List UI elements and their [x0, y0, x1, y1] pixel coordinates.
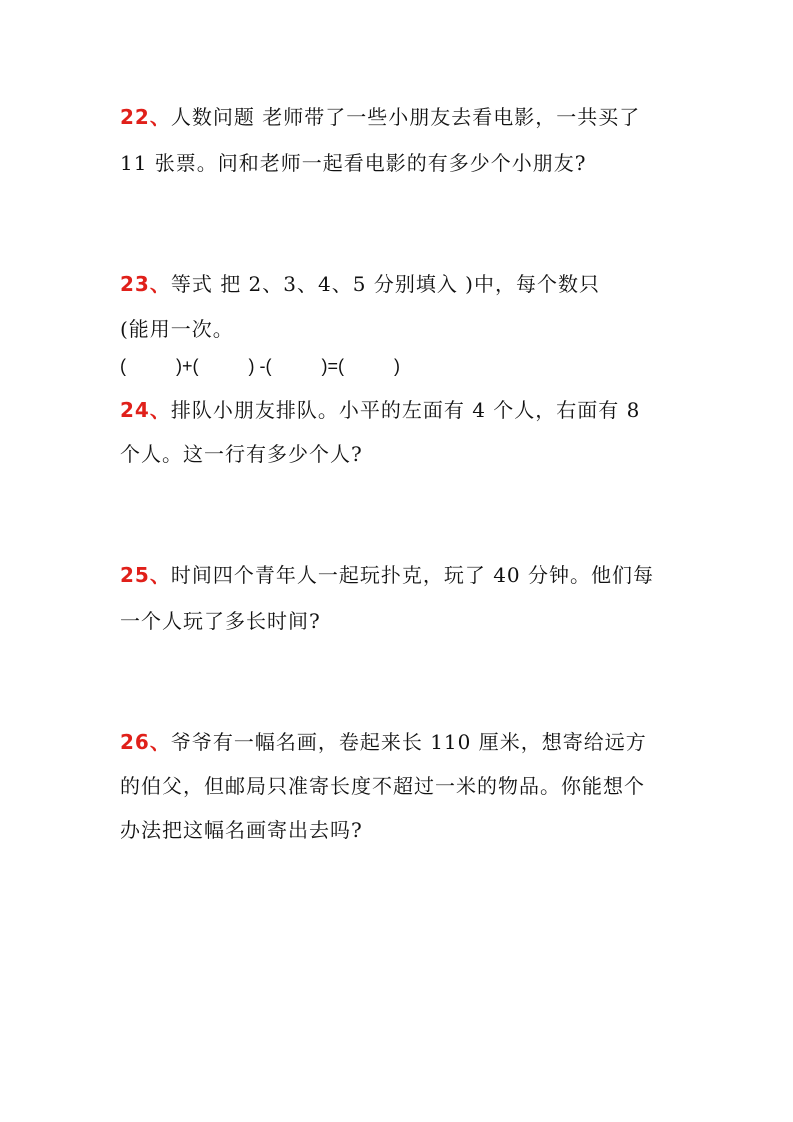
problem-26-line-2: [120, 773, 645, 799]
problem-22-text-1: 人数问题 老师带了一些小朋友去看电影，一共买了: [170, 105, 641, 129]
problem-25-line-1: [120, 562, 654, 588]
problem-23-line-1: [120, 271, 600, 297]
problem-26-text-3: 办法把这幅名画寄出去吗?: [120, 818, 363, 842]
problem-23-number: 23、: [120, 272, 171, 296]
problem-24-number: 24、: [120, 398, 171, 422]
problem-25-line-2: [120, 608, 321, 634]
problem-22-line-1: [120, 104, 640, 130]
problem-25-number: 25、: [120, 563, 171, 587]
problem-23-formula: ( )+( ) -( )=( ): [120, 356, 401, 376]
problem-26-line-1: [120, 729, 647, 755]
problem-23-text-2: (能用一次。: [120, 317, 234, 341]
problem-23-text-1: 等式 把 2、3、4、5 分别填入 )中，每个数只: [170, 272, 600, 296]
problem-24-text-2: 个人。这一行有多少个人?: [120, 442, 363, 466]
problem-24-line-2: [120, 441, 363, 467]
problem-26-line-3: [120, 817, 363, 843]
problem-26-text-2: 的伯父，但邮局只准寄长度不超过一米的物品。你能想个: [120, 774, 645, 798]
problem-26-number: 26、: [120, 730, 171, 754]
problem-24-text-1: 排队小朋友排队。小平的左面有 4 个人，右面有 8: [170, 398, 641, 422]
problem-25-text-2: 一个人玩了多长时间?: [120, 609, 321, 633]
problem-26-text-1: 爷爷有一幅名画，卷起来长 110 厘米，想寄给远方: [170, 730, 647, 754]
problem-23-line-2: [120, 316, 234, 342]
problem-22-text-2: 11 张票。问和老师一起看电影的有多少个小朋友?: [120, 151, 587, 175]
problem-24-line-1: [120, 397, 640, 423]
problem-25-text-1: 时间四个青年人一起玩扑克，玩了 40 分钟。他们每: [170, 563, 655, 587]
problem-22-number: 22、: [120, 105, 171, 129]
problem-22-line-2: [120, 150, 587, 176]
